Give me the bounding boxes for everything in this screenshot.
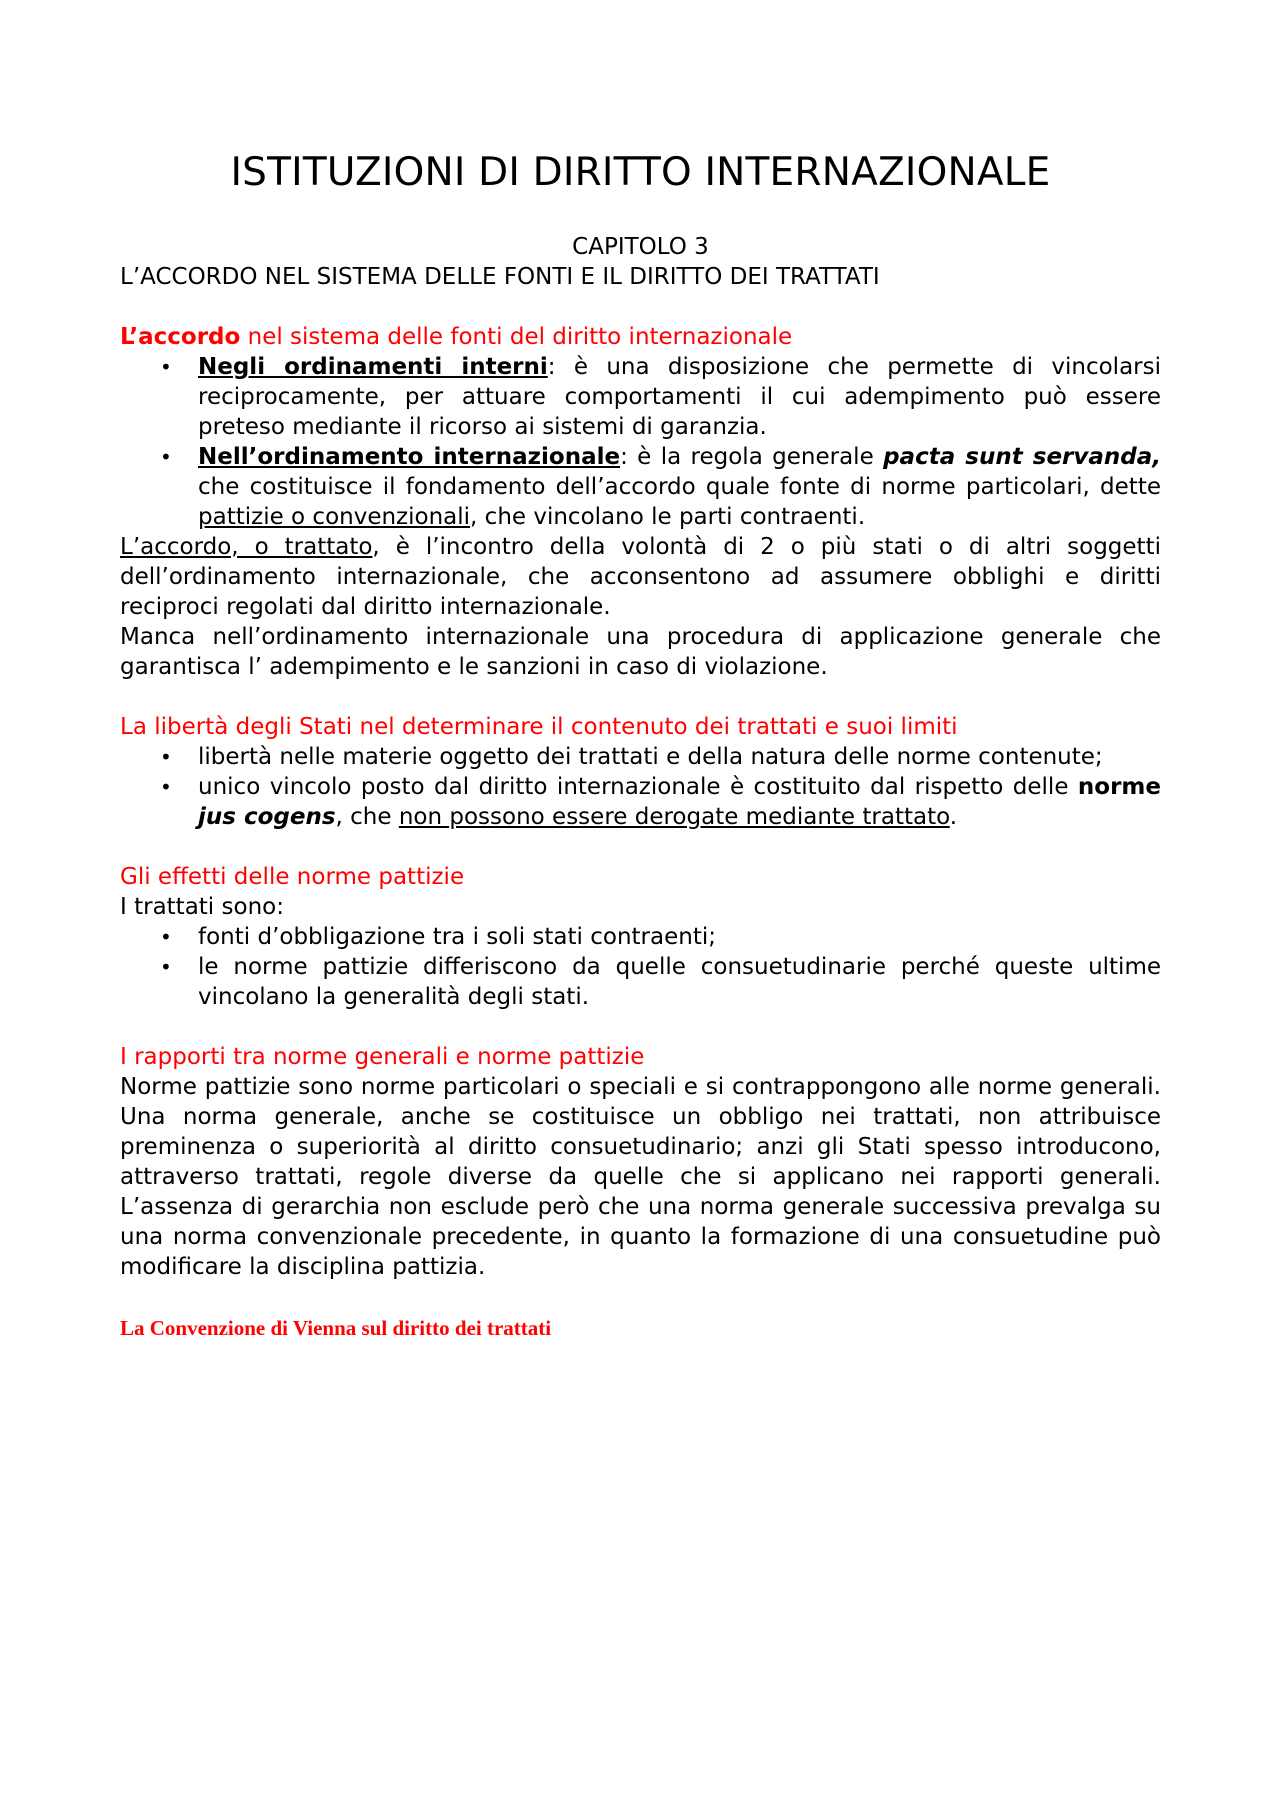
bullet-list-accordo (120, 352, 1161, 532)
chapter-subtitle: L’ACCORDO NEL SISTEMA DELLE FONTI E IL DIRITTO DEI TRATTATI (120, 264, 880, 290)
bullet-icon: • (160, 925, 172, 949)
underlined-phrase: non possono essere derogate mediante trattato (398, 804, 950, 830)
list-item-text: , che (335, 804, 399, 830)
list-item-text: libertà nelle materie oggetto dei trattati e della natura delle norme contenute; (198, 744, 1103, 770)
section-heading-accordo (120, 322, 1161, 352)
list-item (120, 952, 1161, 1012)
term-ordinamenti-interni: Negli ordinamenti interni (198, 354, 548, 380)
list-item-text: . (949, 804, 958, 830)
latin-phrase: jus cogens (198, 804, 336, 830)
list-item-text: fonti d’obbligazione tra i soli stati contraenti; (198, 924, 716, 950)
bullet-list-effetti (120, 922, 1161, 1012)
section-heading-liberta: La libertà degli Stati nel determinare il contenuto dei trattati e suoi limiti (120, 714, 958, 740)
list-item-text: : è una disposizione che permette di vincolarsi reciprocamente, per attuare comportamenti il cui adempimento può essere preteso mediante il ricorso ai sistemi di garanzia. (198, 354, 1161, 440)
section-heading-vienna: La Convenzione di Vienna sul diritto dei trattati (120, 1316, 552, 1340)
list-item-text: : è la regola generale (620, 444, 884, 470)
underlined-phrase: pattizie o convenzionali (198, 504, 471, 530)
list-item (120, 772, 1161, 832)
bullet-icon: • (160, 445, 172, 469)
paragraph-text: , è l’incontro della volontà di 2 o più stati o di altri soggetti dell’ordinamento internazionale, che acconsentono ad assumere obblighi e diritti reciproci regolati dal diritto internazionale. (120, 534, 1161, 620)
bullet-list-liberta (120, 742, 1161, 832)
section-heading-accordo-strong: L’accordo (120, 324, 241, 350)
bullet-icon: • (160, 775, 172, 799)
bullet-icon: • (160, 745, 172, 769)
list-item (120, 352, 1161, 442)
section-heading-accordo-rest: nel sistema delle fonti del diritto internazionale (240, 324, 793, 350)
chapter-label: CAPITOLO 3 (572, 234, 709, 260)
paragraph-intro: I trattati sono: (120, 894, 284, 920)
list-item-text: le norme pattizie differiscono da quelle consuetudinarie perché queste ultime vincolano la generalità degli stati. (198, 954, 1161, 1010)
term-ordinamento-internazionale: Nell’ordinamento internazionale (198, 444, 621, 470)
bullet-icon: • (160, 955, 172, 979)
paragraph-rapporti: Norme pattizie sono norme particolari o speciali e si contrappongono alle norme generali. Una norma generale, anche se costituisce un obbligo nei trattati, non attribuisce preminenza o superiorità al diritto consuetudinario; anzi gli Stati spesso introducono, attraverso trattati, regole diverse da quelle che si applicano nei rapporti generali. L’assenza di gerarchia non esclude però che una norma generale successiva prevalga su una norma convenzionale precedente, in quanto la formazione di una consuetudine può modificare la disciplina pattizia. (120, 1074, 1161, 1280)
list-item (120, 742, 1161, 772)
list-item (120, 922, 1161, 952)
section-heading-rapporti: I rapporti tra norme generali e norme pattizie (120, 1044, 645, 1070)
list-item-text: , che vincolano le parti contraenti. (470, 504, 866, 530)
document-title: ISTITUZIONI DI DIRITTO INTERNAZIONALE (230, 150, 1051, 195)
list-item-text: unico vincolo posto dal diritto internazionale è costituito dal rispetto delle (198, 774, 1078, 800)
paragraph-procedura: Manca nell’ordinamento internazionale una procedura di applicazione generale che garantisca l’ adempimento e le sanzioni in caso di violazione. (120, 624, 1161, 680)
section-heading-effetti: Gli effetti delle norme pattizie (120, 864, 465, 890)
paragraph-definizione (120, 532, 1161, 622)
document-page (120, 0, 1161, 1342)
list-item-text: che costituisce il fondamento dell’accordo quale fonte di norme particolari, dette (198, 474, 1161, 500)
underlined-phrase: L’accordo, o trattato (120, 534, 373, 560)
bullet-icon: • (160, 355, 172, 379)
list-item (120, 442, 1161, 532)
bold-phrase: norme (1077, 774, 1161, 800)
latin-phrase: pacta sunt servanda, (883, 444, 1161, 470)
